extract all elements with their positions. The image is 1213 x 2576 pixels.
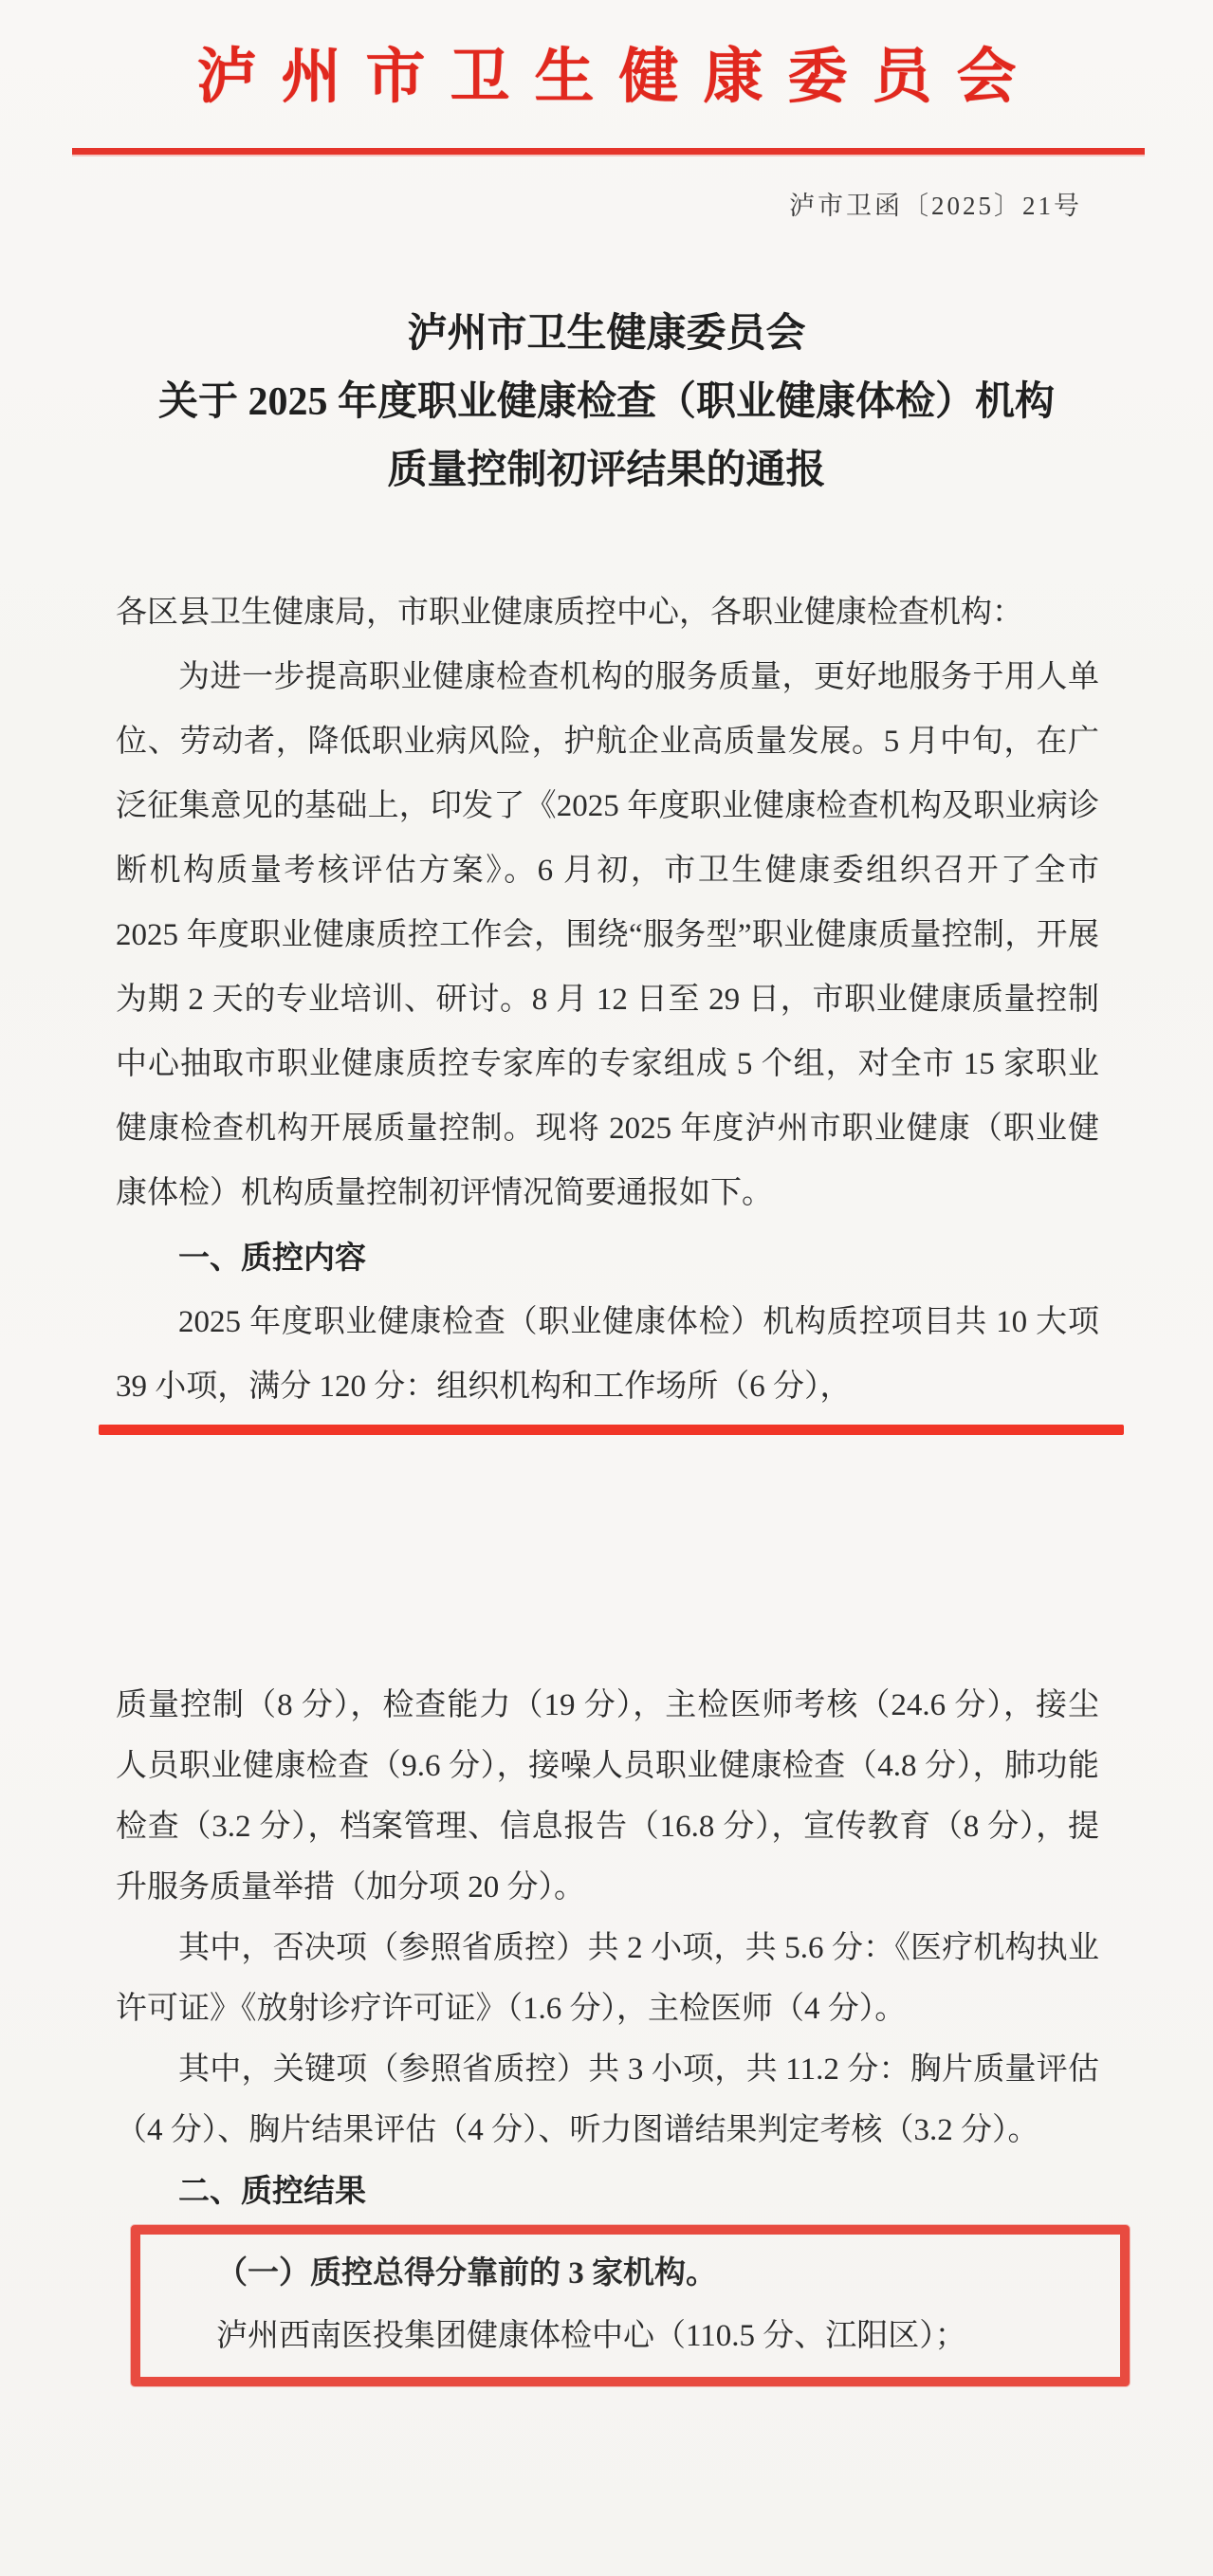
document-title — [0, 300, 1213, 505]
letterhead-red-rule — [72, 148, 1145, 155]
highlight-subheading: （一）质控总得分靠前的 3 家机构。 — [216, 2256, 717, 2291]
section1-veto-paragraph: 其中，否决项（参照省质控）共 2 小项，共 5.6 分：《医疗机构执业许可证》《放射诊疗许可证》（1.6 分），主检医师（4 分）。 — [116, 1931, 1099, 2027]
highlight-annotation-box — [131, 2225, 1130, 2386]
section1-key-paragraph: 其中，关键项（参照省质控）共 3 小项，共 11.2 分：胸片质量评估（4 分）、胸片结果评估（4 分）、听力图谱结果判定考核（3.2 分）。 — [116, 2052, 1099, 2148]
page-break-red-separator — [99, 1425, 1124, 1435]
document-title-line1: 泸州市卫生健康委员会 — [407, 312, 806, 357]
document-title-line3: 质量控制初评结果的通报 — [387, 449, 826, 493]
document-title-line2: 关于 2025 年度职业健康检查（职业健康体检）机构 — [157, 380, 1055, 425]
section1-items-part2: 质量控制（8 分），检查能力（19 分），主检医师考核（24.6 分），接尘人员职业健康检查（9.6 分），接噪人员职业健康检查（4.8 分），肺功能检查（3.2 分），档案管理、信息报告（16.8 分），宣传教育（8 分），提升服务质量举措（加分项 20 分）。 — [116, 1688, 1099, 1905]
section1-heading: 一、质控内容 — [178, 1240, 366, 1276]
body-page1 — [116, 580, 1099, 1419]
section2-heading: 二、质控结果 — [178, 2173, 366, 2209]
intro-paragraph: 为进一步提高职业健康检查机构的服务质量，更好地服务于用人单位、劳动者，降低职业病风险，护航企业高质量发展。5 月中旬，在广泛征集意见的基础上，印发了《2025 年度职业健康检查机构及职业病诊断机构质量考核评估方案》。6 月初，市卫生健康委组织召开了全市 2025 年度职业健康质控工作会，围绕“服务型”职业健康质量控制，开展为期 2 天的专业培训、研讨。8 月 12 日至 29 日，市职业健康质量控制中心抽取市职业健康质控专家库的专家组成 5 个组，对全市 15 家职业健康检查机构开展质量控制。现将 2025 年度泸州市职业健康（职业健康体检）机构质量控制初评情况简要通报如下。 — [116, 660, 1099, 1211]
body-page2 — [116, 1675, 1099, 2221]
letterhead-agency-name: 泸州市卫生健康委员会 — [196, 44, 1041, 110]
section1-items-part1: 2025 年度职业健康检查（职业健康体检）机构质控项目共 10 大项 39 小项，满分 120 分：组织机构和工作场所（6 分）， — [116, 1305, 1099, 1405]
highlight-top-institution: 泸州西南医投集团健康体检中心（110.5 分、江阳区）； — [216, 2319, 966, 2354]
salutation-line: 各区县卫生健康局，市职业健康质控中心，各职业健康检查机构： — [116, 596, 1023, 631]
document-number: 泸市卫函〔2025〕21号 — [789, 192, 1082, 221]
